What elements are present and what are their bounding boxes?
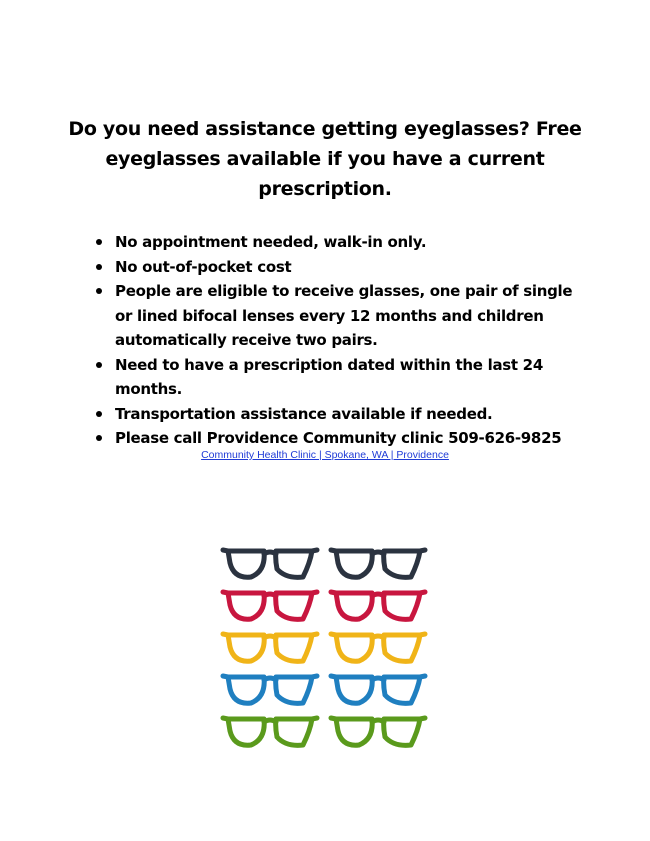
list-item-text: Need to have a prescription dated within the last 24 months. xyxy=(115,355,543,398)
bullet-icon xyxy=(96,362,102,368)
bullet-icon xyxy=(96,288,102,294)
list-item xyxy=(96,426,586,451)
flyer-heading: Do you need assistance getting eyeglasses? Free eyeglasses available if you have a current prescription. xyxy=(68,118,582,200)
list-item-text: People are eligible to receive glasses, one pair of single or lined bifocal lenses every 12 months and children automatically receive two pairs. xyxy=(115,282,573,349)
eligibility-list xyxy=(96,230,586,451)
list-item xyxy=(96,255,586,280)
bullet-icon xyxy=(96,264,102,270)
list-item-text: Please call Providence Community clinic 509-626-9825 xyxy=(115,429,562,447)
list-item-text: No appointment needed, walk-in only. xyxy=(115,233,427,251)
eyeglasses-icon xyxy=(223,718,317,745)
bullet-icon xyxy=(96,239,102,245)
eyeglasses-icon xyxy=(223,592,317,619)
list-item-text: Transportation assistance available if needed. xyxy=(115,404,493,423)
list-item-text: No out-of-pocket cost xyxy=(115,257,292,276)
clinic-link[interactable]: Community Health Clinic | Spokane, WA | Providence xyxy=(201,449,449,461)
eyeglasses-icon xyxy=(331,718,425,745)
list-item xyxy=(96,279,586,353)
eyeglasses-illustration xyxy=(220,541,430,751)
eyeglasses-icon xyxy=(223,634,317,661)
eyeglasses-icon xyxy=(331,676,425,703)
clinic-link-row xyxy=(0,448,650,462)
bullet-icon xyxy=(96,435,102,441)
eyeglasses-icon xyxy=(331,634,425,661)
list-item xyxy=(96,402,586,427)
eyeglasses-icon xyxy=(223,676,317,703)
list-item xyxy=(96,230,586,255)
eyeglasses-icon xyxy=(223,550,317,577)
bullet-icon xyxy=(96,411,102,417)
eyeglasses-icon xyxy=(331,550,425,577)
list-item xyxy=(96,353,586,402)
eyeglasses-icon xyxy=(331,592,425,619)
